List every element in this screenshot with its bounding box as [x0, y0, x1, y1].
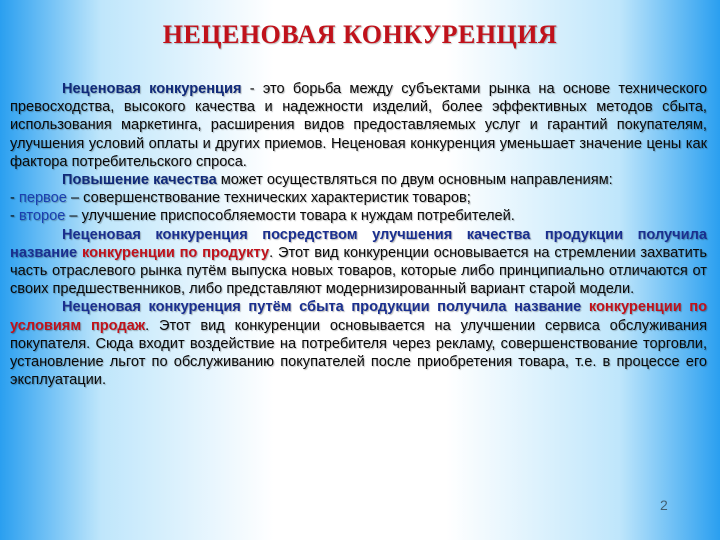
term-product-competition: конкуренции по продукту: [81, 244, 270, 261]
term-nonprice-competition: Неценовая конкуренция: [62, 81, 242, 97]
paragraph-sales-competition: [10, 298, 707, 389]
label-first: первое: [18, 190, 67, 207]
product-lead: Неценовая конкуренция посредством улучшения качества продукции получила название: [10, 226, 707, 261]
page-title: НЕЦЕНОВАЯ КОНКУРЕНЦИЯ: [162, 20, 558, 49]
definition-text: - это борьба между субъектами рынка на основе технического превосходства, высокого качества и надежности изделий, более эффективных методов сбыта, использования маркетинга, расширения видов предоставляемых услуг и гарантий покупателям, улучшения условий оплаты и других приемов. Неценовая конкуренция уменьшает значение цены как фактора потребительского спроса.: [10, 81, 707, 170]
sales-lead: Неценовая конкуренция путём сбыта продукции получила название: [62, 299, 589, 316]
page-number: 2: [660, 497, 668, 513]
body-text: [10, 80, 707, 389]
term-quality-improvement: Повышение качества: [62, 172, 217, 189]
list-item-second: - второе – улучшение приспособляемости товара к нуждам потребителей.: [10, 208, 515, 225]
term-sales-competition: конкуренции по условиям продаж: [10, 299, 707, 334]
paragraph-definition: [10, 80, 707, 171]
quality-text: может осуществляться по двум основным направлениям:: [216, 172, 613, 189]
paragraph-product-competition: [10, 226, 707, 299]
label-second: второе: [18, 208, 66, 225]
product-text: . Этот вид конкуренции основывается на стремлении захватить часть отраслевого рынка путём выпуска новых товаров, которые либо принципиально отличаются от своих предшественников, либо представляют модернизированный вариант старой модели.: [10, 244, 708, 298]
sales-text: . Этот вид конкуренции основывается на улучшении сервиса обслуживания покупателя. Сюда входит воздействие на потребителя через рекламу, совершенствование торговли, установление льгот по обслуживанию покупателей после приобретения товара, т.е. в процессе его эксплуатации.: [10, 317, 707, 389]
list-item-first: - первое – совершенствование технических характеристик товаров;: [10, 190, 471, 207]
paragraph-quality: [10, 171, 707, 189]
